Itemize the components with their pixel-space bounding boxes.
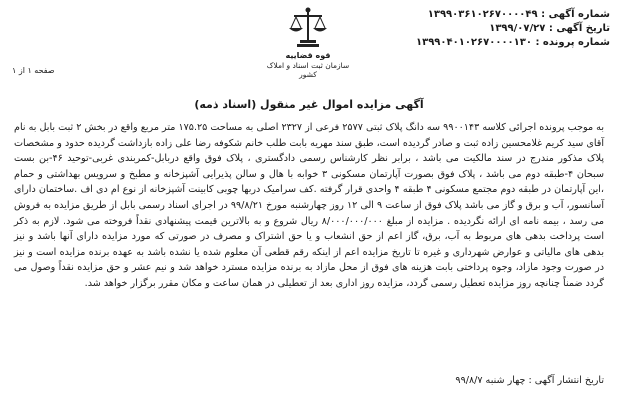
organization-label: سازمان ثبت اسناد و املاک کشور: [266, 61, 350, 79]
publication-date: تاریخ انتشار آگهی : چهار شنبه ۹۹/۸/۷: [455, 375, 604, 386]
judiciary-label: قوه قضاییه: [285, 51, 331, 60]
notice-date-row: [416, 22, 610, 36]
judiciary-emblem: [258, 6, 358, 84]
notice-number-label: شماره آگهی :: [541, 9, 610, 20]
notice-meta: [416, 8, 610, 50]
page-number: صفحه ۱ از ۱: [12, 66, 55, 75]
notice-date: ۱۳۹۹/۰۷/۲۷: [489, 23, 546, 34]
notice-body: به موجب پرونده اجرائی کلاسه ۹۹۰۰۱۴۳ سه دانگ پلاک ثبتی ۲۵۷۷ فرعی از ۲۳۲۷ اصلی به مساحت ۱۷۵.۲۵ متر مربع واقع در بخش ۲ ثبت بابل به نام آقای سید کریم غلامحسین زاده ثبت و صادر گردیده است، طبق سند مهریه بابت طلب خانم شکوفه رضا علی زاده بازداشت گردیده حدود و مشخصات پلاک مذکور مندرج در سند مالکیت می باشد ، برابر نظر کارشناس رسمی دادگستری ، پلاک فوق واقع دربابل-کمربندی غربی-توحید ۴۶-بن بست سبحان ۴-طبقه دوم می باشد ، پلاک فوق بصورت آپارتمان مسکونی ۳ خوابه با هال و سالن پذیرایی آشپزخانه و مطبخ و سرویس بهداشتی و حمام ،این آپارتمان در طبقه دوم مجتمع مسکونی ۴ طبقه ۴ واحدی قرار گرفته .کف سرامیک دربها چوبی کابینت آشپزخانه از نوع ام دی اف .ساختمان دارای آسانسور، آب و برق و گاز می باشد پلاک فوق از ساعت ۹ الی ۱۲ روز چهارشنبه مورخ ۹۹/۸/۲۱ در اجرای اسناد رسمی بابل از طریق مزایده به فروش می رسد ، بیمه نامه ای ارائه نگردیده . مزایده از مبلغ ۸/۰۰۰/۰۰۰/۰۰۰ ریال شروع و به بالاترین قیمت پیشنهادی نقداً فروخته می شود. لازم به ذکر است پرداخت بدهی های مربوط به آب، برق، گاز اعم از حق انشعاب و یا حق اشتراک و مصرف در صورتی که مورد مزایده دارای آنها باشد و نیز بدهی های مالیاتی و عوارض شهرداری و غیره تا تاریخ مزایده اعم از اینکه رقم قطعی آن معلوم شده یا نشده باشد به عهده برنده مزایده است و نیز در صورت وجود مازاد، وجوه پرداختی بابت هزینه های فوق از محل مازاد به برنده مزایده مسترد خواهد شد و نیم عشر و حق مزایده نقداً وصول می گردد ضمناً چنانچه روز مزایده تعطیل رسمی گردد، مزایده روز اداری بعد از تعطیلی در همان ساعت و مکان مقرر برگزار خواهد شد.: [14, 122, 604, 289]
notice-number: ۱۳۹۹۰۳۶۱۰۲۶۷۰۰۰۰۴۹: [427, 9, 538, 20]
notice-number-row: [416, 8, 610, 22]
file-number-label: شماره پرونده :: [535, 37, 610, 48]
page-title: آگهی مزایده اموال غیر منقول (اسناد ذمه): [194, 98, 424, 111]
file-number: ۱۳۹۹۰۴۰۱۰۲۶۷۰۰۰۰۱۳۰: [416, 37, 532, 48]
file-number-row: [416, 36, 610, 50]
notice-date-label: تاریخ آگهی :: [548, 23, 610, 34]
scales-of-justice-icon: [286, 6, 330, 50]
